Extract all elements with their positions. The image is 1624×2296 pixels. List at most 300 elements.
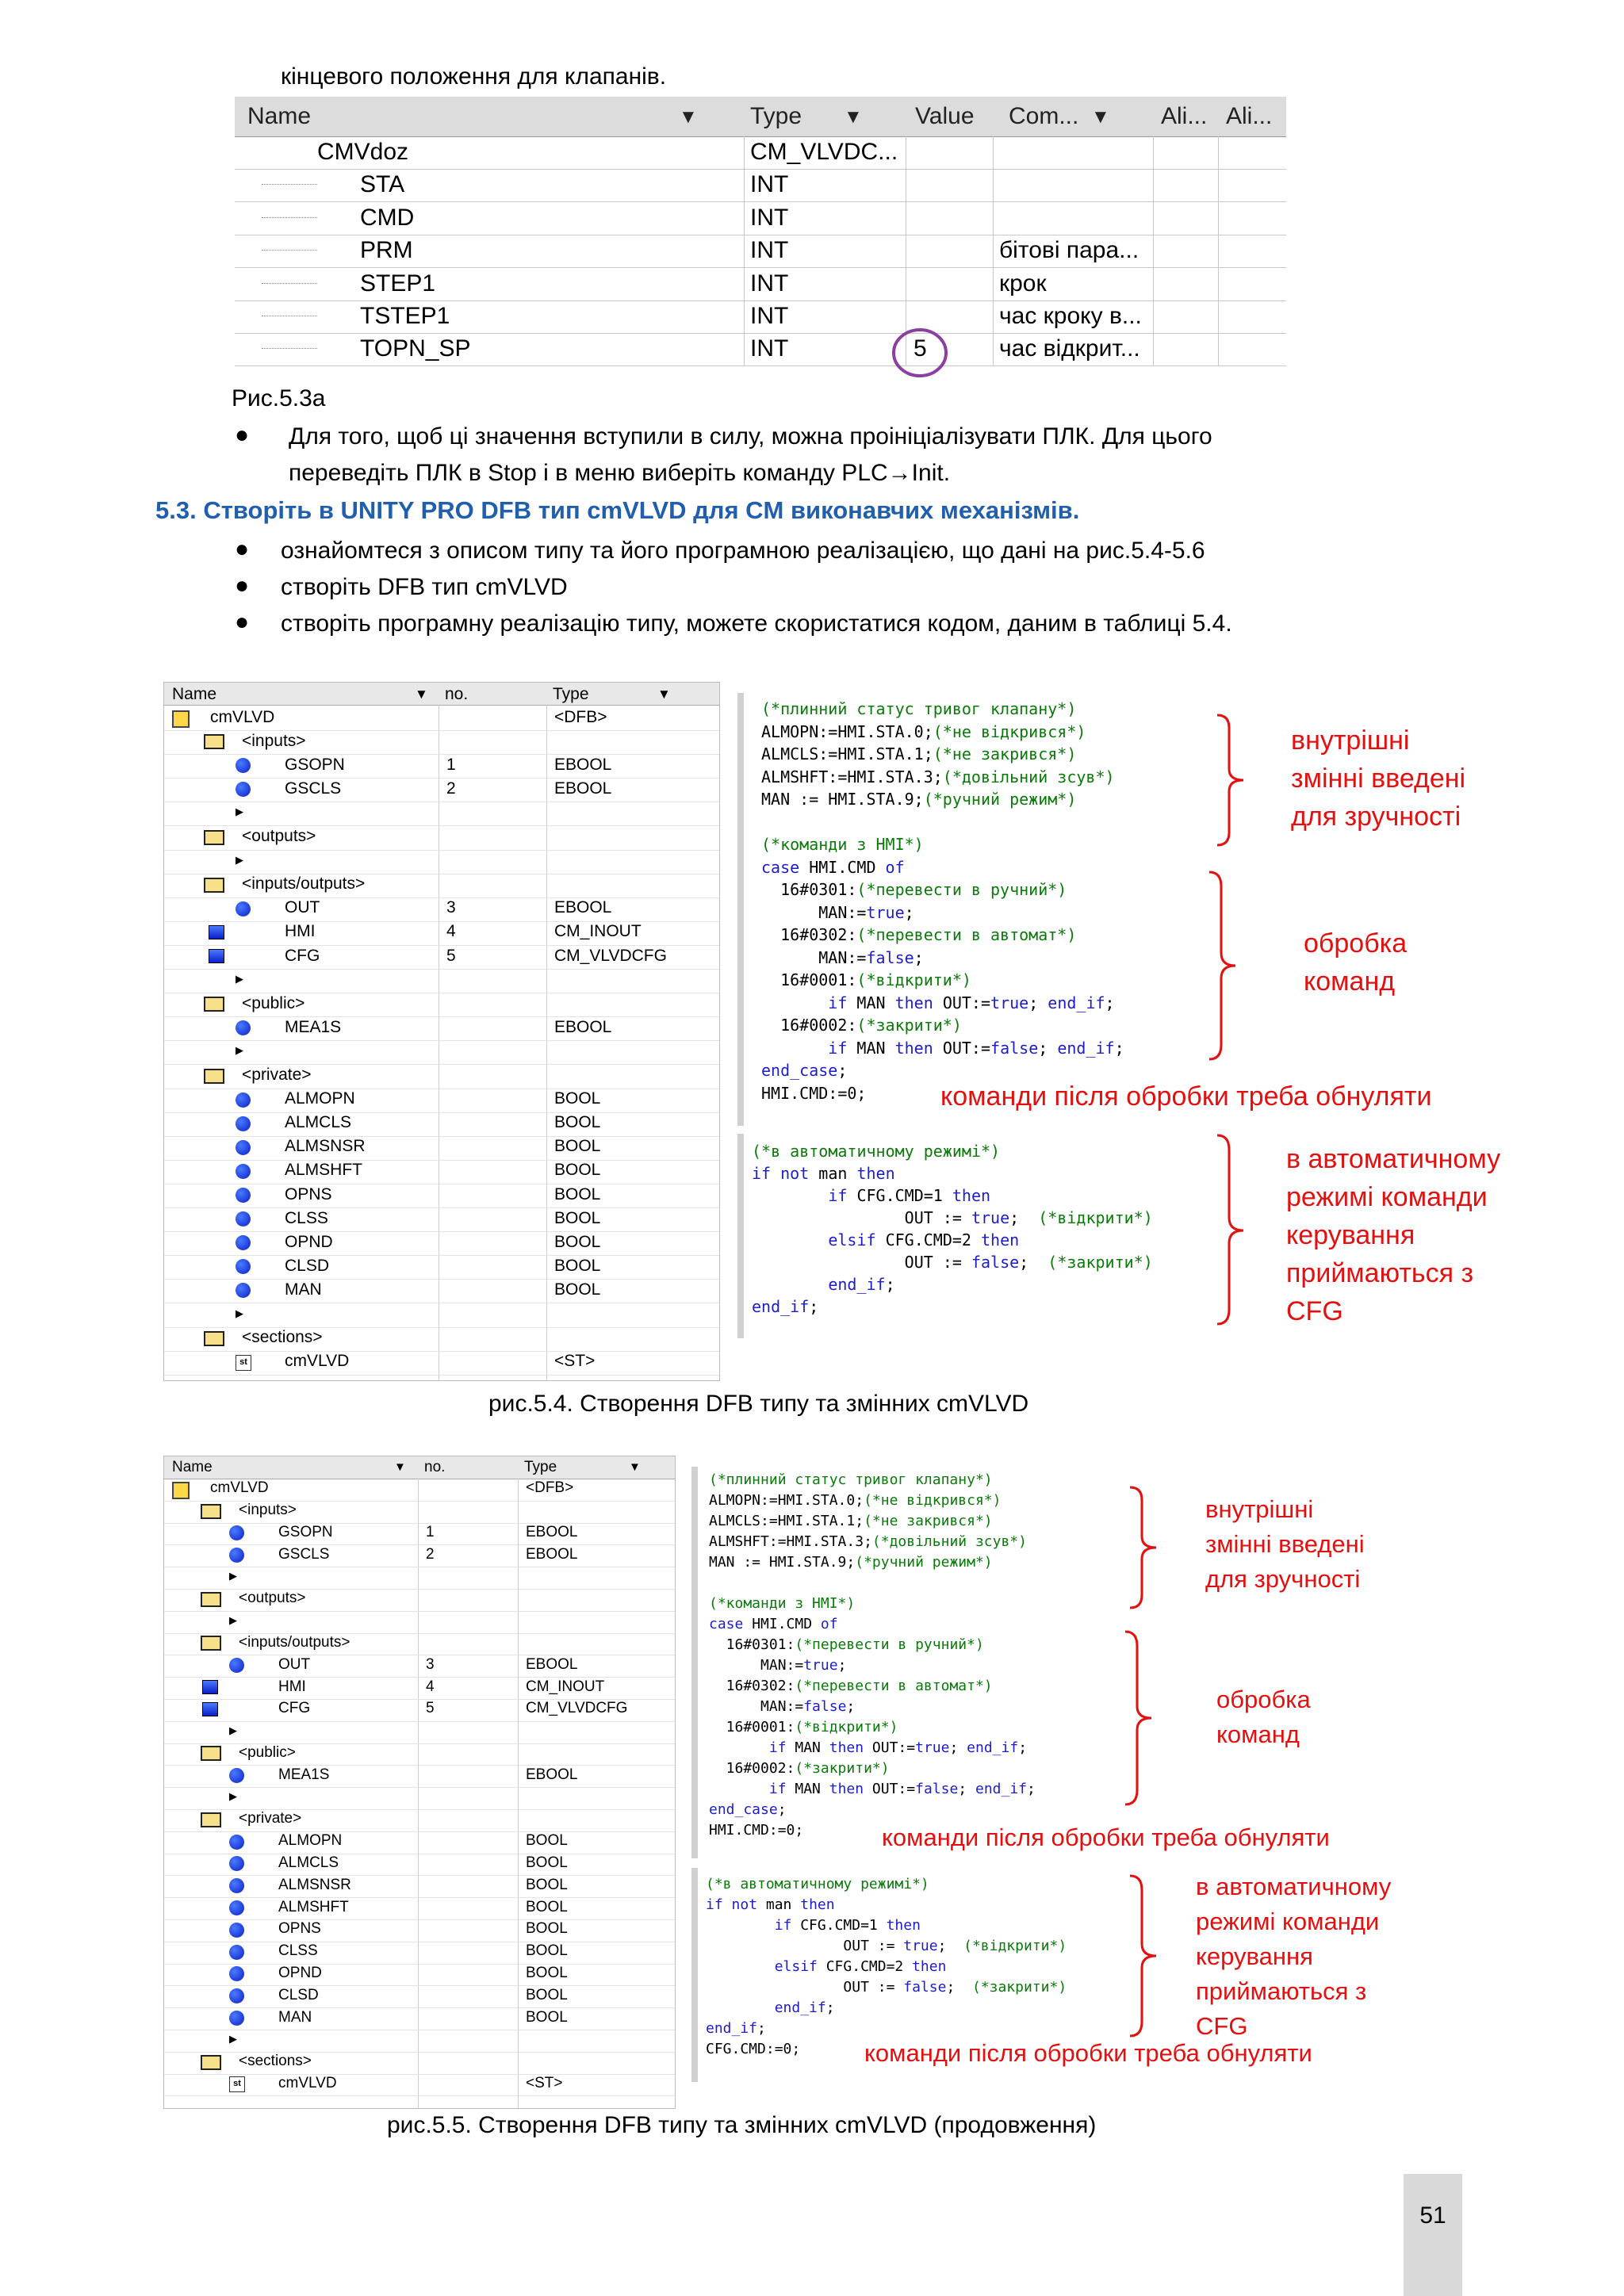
variable-name: CMD bbox=[360, 204, 415, 231]
code-token: CFG.CMD=2 bbox=[885, 1230, 981, 1249]
tree-item-type: EBOOL bbox=[526, 1523, 578, 1540]
tree-item-no: 5 bbox=[426, 1700, 435, 1717]
variable-comment: бітові пара... bbox=[999, 237, 1139, 264]
tree-item-type: EBOOL bbox=[526, 1545, 578, 1563]
tree-row[interactable] bbox=[164, 1919, 675, 1942]
tree-row[interactable] bbox=[164, 1231, 719, 1256]
code-line bbox=[706, 2019, 1150, 2039]
figure-label-5-3a: Рис.5.3а bbox=[232, 385, 326, 411]
bullet-icon: ● bbox=[235, 422, 250, 448]
code-token: OUT := bbox=[752, 1253, 971, 1272]
annotation-reset-cmd: команди після обробки треба обнуляти bbox=[940, 1081, 1432, 1112]
tree-item-type: BOOL bbox=[526, 1920, 568, 1938]
code-line bbox=[761, 811, 1262, 834]
code-line bbox=[709, 1655, 1169, 1676]
code-token: (*ручний режим*) bbox=[923, 790, 1077, 809]
tree-row[interactable] bbox=[164, 1255, 719, 1280]
code-line bbox=[706, 1874, 1150, 1895]
tree-row[interactable] bbox=[164, 1112, 719, 1137]
code-token: CFG.CMD=2 bbox=[825, 1958, 913, 1975]
code-token: false bbox=[803, 1698, 847, 1715]
code-token: MAN := HMI.STA.9; bbox=[761, 790, 924, 809]
code-token: (*відкрити*) bbox=[963, 1938, 1067, 1954]
tree-item-name: HMI bbox=[285, 922, 316, 941]
code-line bbox=[709, 1779, 1169, 1800]
code-token: (*команди з HMI*) bbox=[761, 835, 924, 854]
tree-row[interactable] bbox=[164, 778, 719, 802]
tree-item-type: BOOL bbox=[526, 2008, 568, 2026]
tree-group-row[interactable] bbox=[164, 730, 719, 755]
code-line bbox=[761, 721, 1262, 744]
code-line bbox=[709, 1738, 1169, 1758]
table-row[interactable] bbox=[235, 169, 1286, 202]
header-name[interactable]: Name bbox=[172, 1459, 213, 1475]
tree-item-type: <DFB> bbox=[554, 707, 607, 726]
code-token: MAN bbox=[795, 1781, 829, 1797]
code-token: ; bbox=[914, 947, 924, 967]
variable-table-header bbox=[235, 97, 1286, 137]
tree-item-type: BOOL bbox=[554, 1089, 601, 1108]
tree-row[interactable] bbox=[164, 706, 719, 731]
tree-item-type: BOOL bbox=[526, 1986, 568, 2003]
tree-row[interactable] bbox=[164, 1985, 675, 2008]
variable-name: STEP1 bbox=[360, 270, 436, 297]
tree-item-name: GSOPN bbox=[285, 755, 345, 774]
code-panel-auto bbox=[737, 1134, 1220, 1338]
code-token: 16#0002: bbox=[761, 1016, 857, 1035]
code-token: then bbox=[894, 993, 943, 1012]
code-token: (*довільний зсув*) bbox=[942, 767, 1115, 786]
code-token: if bbox=[709, 1739, 795, 1756]
code-token: (*не відкрився*) bbox=[864, 1492, 1002, 1509]
code-line bbox=[761, 878, 1262, 901]
tree-item-name: GSCLS bbox=[278, 1545, 330, 1563]
header-type[interactable]: Type bbox=[524, 1459, 557, 1475]
tree-item-type: <ST> bbox=[554, 1352, 596, 1371]
code-token: false bbox=[990, 1038, 1039, 1058]
tree-row[interactable] bbox=[164, 897, 719, 922]
tree-item-no: 1 bbox=[446, 755, 456, 774]
tree-row[interactable]: ▶ bbox=[164, 2030, 675, 2053]
code-line bbox=[709, 1470, 1169, 1490]
header-no[interactable]: no. bbox=[445, 685, 469, 703]
chevron-down-icon[interactable]: ▼ bbox=[679, 106, 698, 128]
tree-item-type: BOOL bbox=[526, 1898, 568, 1915]
tree-group-row[interactable] bbox=[164, 1809, 675, 1832]
code-line bbox=[709, 1511, 1169, 1532]
code-token: true bbox=[803, 1657, 838, 1674]
table-row[interactable] bbox=[235, 202, 1286, 235]
code-token: (*закрити*) bbox=[856, 1016, 962, 1035]
tree-item-name: <inputs/outputs> bbox=[239, 1633, 350, 1651]
code-token: CFG.CMD:=0; bbox=[706, 2041, 801, 2057]
code-token: end_if bbox=[752, 1275, 886, 1294]
code-token: then bbox=[912, 1958, 947, 1975]
code-token: if bbox=[761, 1038, 857, 1058]
code-token: HMI.CMD:=0; bbox=[709, 1822, 804, 1839]
code-line bbox=[761, 743, 1262, 766]
code-token: ; bbox=[777, 1801, 787, 1818]
tree-row[interactable] bbox=[164, 1160, 719, 1184]
tree-row[interactable] bbox=[164, 1897, 675, 1920]
code-token: then bbox=[886, 1917, 921, 1934]
tree-row[interactable] bbox=[164, 1279, 719, 1303]
code-line bbox=[709, 1800, 1169, 1820]
tree-header bbox=[164, 683, 719, 706]
figure-caption-5-5: рис.5.5. Створення DFB типу та змінних cmVLVD (продовження) bbox=[387, 2112, 1097, 2138]
tree-row[interactable] bbox=[164, 1655, 675, 1678]
tree-item-name: OPND bbox=[285, 1232, 333, 1251]
code-token: ; bbox=[1018, 1739, 1028, 1756]
tree-item-name: CLSS bbox=[285, 1208, 328, 1227]
table-row[interactable] bbox=[235, 333, 1286, 366]
code-token: ; bbox=[1019, 1253, 1048, 1272]
tree-item-name: <sections> bbox=[239, 2053, 312, 2070]
tree-item-type: BOOL bbox=[554, 1161, 601, 1180]
code-token: ; bbox=[846, 1698, 856, 1715]
code-line bbox=[709, 1758, 1169, 1779]
tree-item-name: CLSS bbox=[278, 1942, 318, 1960]
code-token: end_if bbox=[1048, 993, 1105, 1012]
tree-item-type: CM_VLVDCFG bbox=[554, 946, 667, 965]
tree-row[interactable] bbox=[164, 921, 719, 946]
tree-row[interactable]: ▶ bbox=[164, 802, 719, 826]
tree-row[interactable] bbox=[164, 1699, 675, 1722]
tree-row[interactable] bbox=[164, 754, 719, 779]
code-line bbox=[761, 788, 1262, 811]
code-line bbox=[709, 1717, 1169, 1738]
code-token: HMI.CMD:=0; bbox=[761, 1083, 867, 1103]
tree-item-name: cmVLVD bbox=[210, 707, 275, 726]
code-line bbox=[752, 1229, 1220, 1251]
tree-item-type: BOOL bbox=[526, 1832, 568, 1850]
tree-item-name: GSOPN bbox=[278, 1523, 333, 1540]
tree-row[interactable]: ▶ bbox=[164, 1303, 719, 1328]
tree-item-type: CM_VLVDCFG bbox=[526, 1700, 628, 1717]
code-token: end_if bbox=[706, 1999, 826, 2016]
tree-item-type: EBOOL bbox=[554, 779, 612, 798]
variable-type: INT bbox=[750, 270, 789, 297]
code-line bbox=[761, 924, 1262, 947]
code-line bbox=[706, 1957, 1150, 1977]
brace-auto-2 bbox=[1126, 1873, 1166, 2039]
annotation-auto-mode: в автоматичному режимі команди керування приймаються з CFG bbox=[1196, 1873, 1392, 2040]
code-token: HMI.CMD bbox=[809, 857, 886, 877]
code-token: ALMSHFT:=HMI.STA.3; bbox=[761, 767, 943, 786]
tree-group-row[interactable] bbox=[164, 826, 719, 851]
code-token: end_if bbox=[1057, 1038, 1115, 1058]
code-token: of bbox=[820, 1616, 838, 1632]
code-token: 16#0301: bbox=[709, 1636, 795, 1653]
code-token: ; bbox=[885, 1275, 895, 1294]
header-comment[interactable]: Com... bbox=[1009, 103, 1079, 129]
tree-item-name: OUT bbox=[285, 898, 320, 917]
tree-group-row[interactable] bbox=[164, 993, 719, 1017]
code-token: (*плинний статус тривог клапану*) bbox=[761, 699, 1077, 718]
tree-item-name: <public> bbox=[242, 993, 305, 1012]
annotation-internal-vars: внутрішні змінні введені для зручності bbox=[1291, 725, 1466, 832]
code-token: (*перевести в автомат*) bbox=[795, 1678, 993, 1694]
code-token: MAN:= bbox=[761, 902, 867, 922]
tree-row[interactable] bbox=[164, 1854, 675, 1877]
table-row[interactable] bbox=[235, 268, 1286, 301]
tree-row[interactable]: ▶ bbox=[164, 1721, 675, 1744]
code-token: then bbox=[856, 1164, 895, 1183]
code-line bbox=[761, 901, 1262, 924]
code-token: (*не закрився*) bbox=[864, 1513, 993, 1529]
code-line bbox=[752, 1251, 1220, 1273]
tree-group-row[interactable] bbox=[164, 1743, 675, 1766]
variable-name: TOPN_SP bbox=[360, 335, 471, 362]
code-token: ; bbox=[1028, 993, 1048, 1012]
tree-item-name: CLSD bbox=[285, 1256, 330, 1275]
tree-row[interactable] bbox=[164, 1184, 719, 1208]
variable-name: PRM bbox=[360, 237, 413, 264]
annotation-auto-mode: в автоматичному режимі команди керування приймаються з CFG bbox=[1286, 1144, 1501, 1326]
tree-row[interactable] bbox=[164, 1136, 719, 1161]
chevron-down-icon[interactable]: ▼ bbox=[415, 687, 428, 702]
code-token: ; bbox=[1038, 1038, 1058, 1058]
tree-item-name: cmVLVD bbox=[285, 1352, 350, 1371]
table-row[interactable] bbox=[235, 300, 1286, 334]
bullet-icon: ● bbox=[235, 536, 250, 562]
tree-item-name: ALMSHFT bbox=[285, 1161, 363, 1180]
code-token: ALMSHFT:=HMI.STA.3; bbox=[709, 1533, 872, 1550]
intro-line: кінцевого положення для клапанів. bbox=[281, 63, 667, 90]
code-token: end_if bbox=[752, 1297, 810, 1316]
tree-item-no: 2 bbox=[446, 779, 456, 798]
code-line bbox=[706, 1936, 1150, 1957]
code-panel-status-continued bbox=[691, 1467, 1169, 1858]
brace-internal bbox=[1213, 712, 1253, 848]
tree-group-row[interactable] bbox=[164, 1589, 675, 1612]
tree-row[interactable] bbox=[164, 945, 719, 970]
code-line bbox=[761, 947, 1262, 970]
tree-row[interactable] bbox=[164, 1089, 719, 1113]
code-line bbox=[709, 1532, 1169, 1552]
tree-group-row[interactable] bbox=[164, 1633, 675, 1656]
table-row[interactable] bbox=[235, 235, 1286, 268]
code-token: (*плинний статус тривог клапану*) bbox=[709, 1471, 993, 1488]
section-heading: 5.3. Створіть в UNITY PRO DFB тип cmVLVD для CM виконавчих механізмів. bbox=[155, 496, 1080, 524]
tree-row[interactable] bbox=[164, 1523, 675, 1546]
code-line bbox=[761, 1059, 1262, 1082]
code-token: false bbox=[971, 1253, 1020, 1272]
tree-connector bbox=[262, 283, 317, 284]
tree-item-type: EBOOL bbox=[554, 755, 612, 774]
tree-row[interactable] bbox=[164, 1207, 719, 1232]
tree-row[interactable]: ▶ bbox=[164, 969, 719, 993]
tree-row[interactable] bbox=[164, 1875, 675, 1898]
tree-item-type: EBOOL bbox=[554, 898, 612, 917]
code-token: false bbox=[915, 1781, 959, 1797]
tree-item-name: ALMSNSR bbox=[285, 1137, 366, 1156]
tree-item-no: 2 bbox=[426, 1545, 435, 1563]
code-token: (*не відкрився*) bbox=[933, 721, 1086, 741]
tree-item-no: 3 bbox=[446, 898, 456, 917]
code-line bbox=[709, 1676, 1169, 1697]
code-line bbox=[752, 1273, 1220, 1295]
tree-item-type: CM_INOUT bbox=[526, 1678, 605, 1695]
tree-item-name: OPND bbox=[278, 1964, 322, 1981]
bullet-icon: ● bbox=[235, 572, 250, 599]
chevron-down-icon[interactable]: ▼ bbox=[629, 1460, 641, 1474]
tree-item-name: <public> bbox=[239, 1743, 296, 1761]
tree-item-type: EBOOL bbox=[554, 1017, 612, 1036]
variable-type: INT bbox=[750, 237, 789, 264]
code-token: then bbox=[981, 1230, 1020, 1249]
tree-group-row[interactable] bbox=[164, 1065, 719, 1089]
code-token: 16#0001: bbox=[709, 1719, 795, 1735]
code-line bbox=[761, 969, 1262, 992]
code-token: OUT:= bbox=[942, 993, 991, 1012]
tree-item-name: CFG bbox=[285, 946, 320, 965]
tree-header bbox=[164, 1456, 675, 1479]
variable-name: TSTEP1 bbox=[360, 303, 450, 329]
tree-group-row[interactable] bbox=[164, 2052, 675, 2075]
code-token: true bbox=[990, 993, 1029, 1012]
chevron-down-icon[interactable]: ▼ bbox=[657, 687, 671, 702]
code-token: then bbox=[894, 1038, 943, 1058]
code-token: (*закрити*) bbox=[971, 1979, 1067, 1996]
tree-row[interactable] bbox=[164, 1479, 675, 1502]
chevron-down-icon[interactable]: ▼ bbox=[1091, 106, 1110, 128]
annotation-reset-cmd: команди після обробки треба обнуляти bbox=[882, 1823, 1330, 1851]
tree-group-row[interactable] bbox=[164, 1327, 719, 1352]
header-value[interactable]: Value bbox=[915, 103, 975, 129]
code-token: (*закрити*) bbox=[795, 1760, 890, 1777]
tree-row[interactable]: ▶ bbox=[164, 850, 719, 874]
chevron-down-icon[interactable]: ▼ bbox=[394, 1460, 406, 1474]
tree-item-name: <outputs> bbox=[242, 827, 316, 846]
tree-row[interactable]: st cmVLVD <ST> bbox=[164, 1351, 719, 1376]
code-token: 16#0302: bbox=[761, 925, 857, 944]
tree-item-name: <private> bbox=[242, 1066, 312, 1085]
code-token: end_if bbox=[706, 2020, 758, 2037]
code-token: 16#0002: bbox=[709, 1760, 795, 1777]
tree-item-type: BOOL bbox=[554, 1208, 601, 1227]
header-type[interactable]: Type bbox=[553, 685, 589, 703]
code-token: ; bbox=[837, 1061, 848, 1080]
header-alias[interactable]: Ali... bbox=[1161, 103, 1208, 129]
code-line bbox=[752, 1295, 1220, 1318]
code-token: 16#0001: bbox=[761, 970, 857, 989]
tree-row[interactable]: ▶ bbox=[164, 1787, 675, 1810]
code-token: (*в автоматичному режимі*) bbox=[752, 1142, 1001, 1161]
tree-row[interactable]: st cmVLVD <ST> bbox=[164, 2074, 675, 2097]
tree-item-no: 1 bbox=[426, 1523, 435, 1540]
tree-item-name: MAN bbox=[285, 1280, 322, 1299]
code-token: ; bbox=[809, 1297, 819, 1316]
variable-type: INT bbox=[750, 303, 789, 329]
header-no[interactable]: no. bbox=[424, 1459, 446, 1475]
tree-row[interactable]: ▶ bbox=[164, 1611, 675, 1634]
header-alias-of[interactable]: Ali... bbox=[1226, 103, 1273, 129]
code-token: MAN:= bbox=[709, 1657, 804, 1674]
tree-row[interactable] bbox=[164, 1964, 675, 1987]
value-highlight-circle bbox=[890, 327, 950, 379]
tree-item-name: <inputs> bbox=[239, 1502, 297, 1519]
header-name[interactable]: Name bbox=[172, 685, 217, 703]
code-token: (*закрити*) bbox=[1048, 1253, 1153, 1272]
tree-item-no: 5 bbox=[446, 946, 456, 965]
code-token: 16#0302: bbox=[709, 1678, 795, 1694]
code-line bbox=[752, 1162, 1220, 1184]
tree-item-name: OPNS bbox=[285, 1184, 332, 1203]
chevron-down-icon[interactable]: ▼ bbox=[844, 106, 863, 128]
tree-row[interactable] bbox=[164, 1942, 675, 1965]
tree-group-row[interactable] bbox=[164, 874, 719, 898]
tree-item-name: GSCLS bbox=[285, 779, 342, 798]
figure-caption-5-4: рис.5.4. Створення DFB типу та змінних cmVLVD bbox=[488, 1391, 1029, 1417]
tree-item-no: 4 bbox=[426, 1678, 435, 1695]
code-line bbox=[761, 1037, 1262, 1060]
bullet-icon: ● bbox=[235, 609, 250, 635]
code-token: OUT := bbox=[706, 1979, 904, 1996]
code-line bbox=[709, 1573, 1169, 1594]
code-token: (*довільний зсув*) bbox=[871, 1533, 1027, 1550]
code-line bbox=[761, 766, 1262, 789]
tree-row[interactable] bbox=[164, 1544, 675, 1567]
code-token: ALMOPN:=HMI.STA.0; bbox=[709, 1492, 864, 1509]
tree-item-name: MAN bbox=[278, 2008, 312, 2026]
tree-item-name: HMI bbox=[278, 1678, 306, 1695]
code-token: if bbox=[709, 1781, 795, 1797]
tree-connector bbox=[262, 217, 317, 218]
code-token: (*перевести в ручний*) bbox=[795, 1636, 984, 1653]
tree-row[interactable]: ▶ bbox=[164, 1567, 675, 1590]
code-token: OUT := bbox=[752, 1208, 971, 1227]
code-line bbox=[761, 992, 1262, 1015]
variable-name: CMVdoz bbox=[317, 139, 409, 165]
tree-group-row[interactable] bbox=[164, 1501, 675, 1524]
tree-row[interactable] bbox=[164, 2007, 675, 2030]
dfb-variables-tree-continued bbox=[163, 1456, 676, 2109]
bullet-item: створіть DFB тип cmVLVD bbox=[281, 574, 568, 600]
header-type[interactable]: Type bbox=[750, 103, 802, 129]
tree-row[interactable] bbox=[164, 1765, 675, 1788]
code-token: not bbox=[731, 1896, 766, 1913]
table-row-instance[interactable] bbox=[235, 136, 1286, 170]
tree-row[interactable]: ▶ bbox=[164, 1040, 719, 1065]
tree-item-name: OUT bbox=[278, 1655, 311, 1673]
tree-item-name: MEA1S bbox=[278, 1766, 330, 1783]
code-line bbox=[709, 1614, 1169, 1635]
code-token: 16#0301: bbox=[761, 880, 857, 899]
tree-row[interactable] bbox=[164, 1677, 675, 1700]
tree-item-name: ALMOPN bbox=[278, 1832, 343, 1850]
code-token: true bbox=[903, 1938, 938, 1954]
code-line bbox=[709, 1594, 1169, 1614]
code-token: end_if bbox=[967, 1739, 1019, 1756]
tree-item-name: <inputs/outputs> bbox=[242, 874, 366, 894]
code-line bbox=[706, 1998, 1150, 2019]
code-token: false bbox=[866, 947, 914, 967]
tree-row[interactable] bbox=[164, 1016, 719, 1041]
code-token: MAN := HMI.STA.9; bbox=[709, 1554, 856, 1571]
code-line bbox=[709, 1697, 1169, 1717]
tree-row[interactable] bbox=[164, 1831, 675, 1854]
code-line bbox=[761, 698, 1262, 721]
tree-item-name: <sections> bbox=[242, 1328, 323, 1347]
variable-comment: час відкрит... bbox=[999, 335, 1140, 362]
code-token: if bbox=[706, 1917, 801, 1934]
variable-type: INT bbox=[750, 335, 789, 362]
tree-item-name: CLSD bbox=[278, 1986, 319, 2003]
brace-commands-2 bbox=[1121, 1628, 1161, 1808]
header-name[interactable]: Name bbox=[247, 103, 312, 129]
tree-item-type: BOOL bbox=[526, 1964, 568, 1981]
